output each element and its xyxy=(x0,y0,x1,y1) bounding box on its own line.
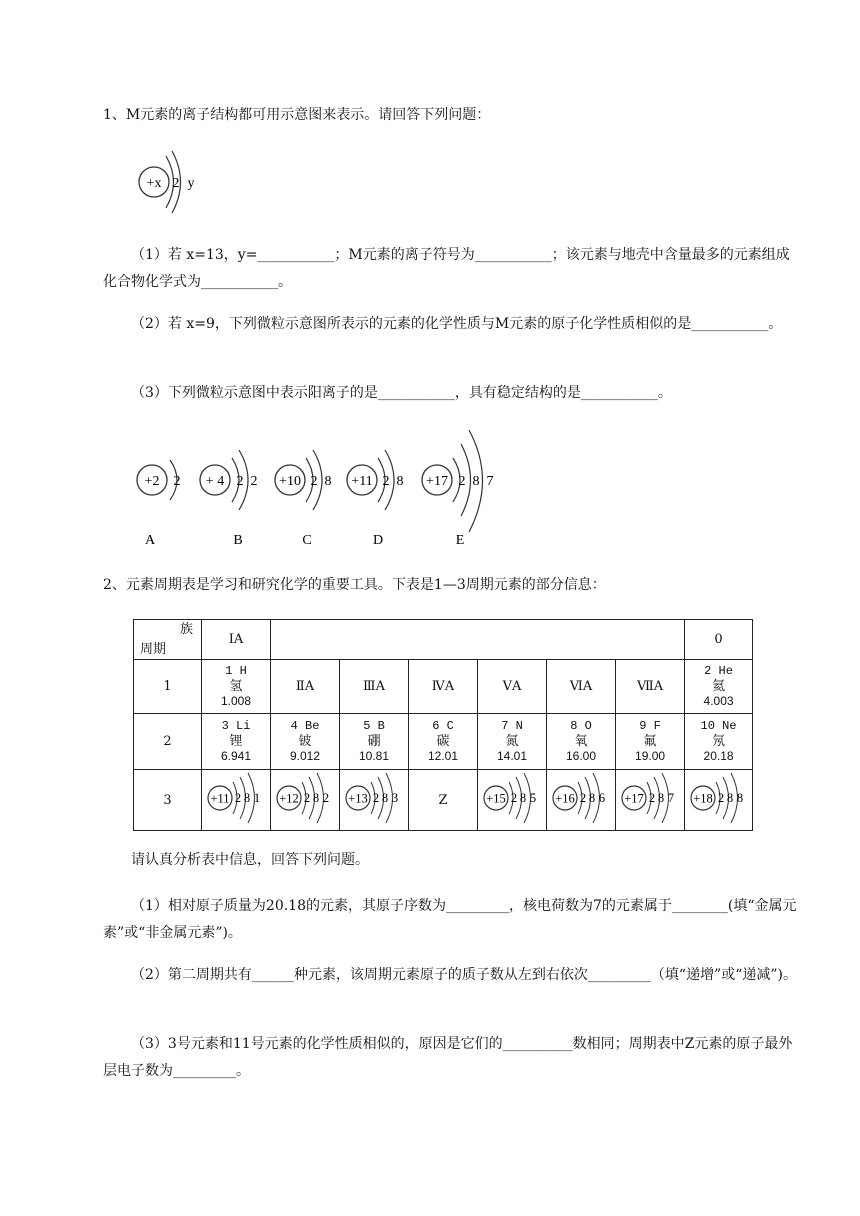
svg-text:+13: +13 xyxy=(348,791,368,806)
svg-text:+11: +11 xyxy=(351,474,373,489)
svg-text:8: 8 xyxy=(312,791,320,805)
svg-text:2: 2 xyxy=(234,791,242,805)
group-label-viia: ⅦA xyxy=(616,660,685,714)
ion-shell-2: y xyxy=(187,176,195,191)
element-z: Z xyxy=(409,770,478,831)
atom-diagram-mg xyxy=(271,770,340,831)
svg-text:5: 5 xyxy=(529,791,537,805)
svg-text:+17: +17 xyxy=(624,791,644,806)
svg-text:2: 2 xyxy=(648,791,656,805)
svg-text:2: 2 xyxy=(579,791,587,805)
period-1-label: 1 xyxy=(134,660,202,714)
particle-a xyxy=(137,460,181,548)
svg-text:6: 6 xyxy=(598,791,606,805)
svg-text:2: 2 xyxy=(250,474,258,489)
group-label-va: ⅤA xyxy=(478,660,547,714)
group-header-0: 0 xyxy=(685,620,753,660)
svg-text:+17: +17 xyxy=(426,474,448,489)
svg-text:2: 2 xyxy=(322,791,330,805)
svg-text:2: 2 xyxy=(717,791,724,805)
svg-text:8: 8 xyxy=(396,474,404,489)
svg-text:1: 1 xyxy=(253,791,261,805)
particle-label-a: A xyxy=(144,533,156,548)
particle-label-b: B xyxy=(233,533,243,548)
period-3-label: 3 xyxy=(134,770,202,831)
svg-text:2: 2 xyxy=(310,474,318,489)
svg-text:8: 8 xyxy=(519,791,527,805)
svg-text:+2: +2 xyxy=(144,474,160,489)
svg-text:+10: +10 xyxy=(279,474,301,489)
ion-shell-1: 2 xyxy=(172,176,180,191)
particle-e xyxy=(422,430,494,548)
atom-diagram-p xyxy=(478,770,547,831)
atom-diagram-na xyxy=(202,770,271,831)
svg-text:8: 8 xyxy=(472,474,480,489)
svg-text:2: 2 xyxy=(173,474,181,489)
q2-intro: 2、元素周期表是学习和研究化学的重要工具。下表是1—3周期元素的部分信息： xyxy=(103,577,606,593)
q2-sub1: （1）相对原子质量为20.18的元素，其原子序数为_________，核电荷数为7的元素属于________(填“金属元素”或“非金属元素”)。 xyxy=(103,898,797,941)
svg-text:+16: +16 xyxy=(555,791,575,806)
particle-b xyxy=(200,450,258,548)
svg-text:+15: +15 xyxy=(486,791,506,806)
svg-text:8: 8 xyxy=(243,791,251,805)
element-cell-n: 7 N 氮 14.01 xyxy=(478,714,547,770)
svg-text:+ 4: + 4 xyxy=(205,474,225,489)
element-cell-ne: 10 Ne 氖 20.18 xyxy=(685,714,753,770)
svg-text:7: 7 xyxy=(486,474,494,489)
svg-text:+12: +12 xyxy=(279,791,299,806)
particle-label-d: D xyxy=(372,533,384,548)
group-header-ia: ⅠA xyxy=(202,620,271,660)
svg-text:8: 8 xyxy=(324,474,332,489)
svg-text:2: 2 xyxy=(236,474,244,489)
periodic-table xyxy=(133,619,753,831)
svg-text:8: 8 xyxy=(736,791,743,805)
element-cell-be: 4 Be 铍 9.012 xyxy=(271,714,340,770)
svg-text:+11: +11 xyxy=(210,791,230,806)
particle-label-c: C xyxy=(302,533,312,548)
element-cell-b: 5 B 硼 10.81 xyxy=(340,714,409,770)
table-corner-header xyxy=(134,620,202,660)
svg-text:8: 8 xyxy=(588,791,596,805)
q1-intro: 1、M元素的离子结构都可用示意图来表示。请回答下列问题： xyxy=(103,107,491,123)
group-header-blank xyxy=(271,620,685,660)
particle-c xyxy=(275,450,332,548)
svg-text:2: 2 xyxy=(372,791,380,805)
group-label-iva: ⅣA xyxy=(409,660,478,714)
group-label-iia: ⅡA xyxy=(271,660,340,714)
ion-nucleus-label: +x xyxy=(146,176,162,191)
group-label-iiia: ⅢA xyxy=(340,660,409,714)
atom-diagram-s xyxy=(547,770,616,831)
element-cell-h: 1 H 氢 1.008 xyxy=(202,660,271,714)
svg-text:8: 8 xyxy=(381,791,389,805)
corner-period-label: 周期 xyxy=(140,642,167,657)
svg-text:7: 7 xyxy=(667,791,675,805)
element-cell-c: 6 C 碳 12.01 xyxy=(409,714,478,770)
atom-diagram-al xyxy=(340,770,409,831)
ion-diagram-m xyxy=(133,143,213,221)
q2-sub3: （3）3号元素和11号元素的化学性质相似的，原因是它们的__________数相同；周期表中Z元素的原子最外层电子数为_________。 xyxy=(103,1036,793,1079)
q2-prompt: 请认真分析表中信息，回答下列问题。 xyxy=(131,852,369,868)
svg-text:8: 8 xyxy=(657,791,665,805)
q2-sub2: （2）第二周期共有______种元素，该周期元素原子的质子数从左到右依次_________（填“递增”或“递减”)。 xyxy=(131,967,797,983)
svg-text:2: 2 xyxy=(382,474,390,489)
svg-text:3: 3 xyxy=(391,791,399,805)
particle-d xyxy=(347,450,404,548)
svg-text:2: 2 xyxy=(458,474,466,489)
q1-sub1: （1）若 x=13，y=___________；M元素的离子符号为___________；该元素与地壳中含量最多的元素组成化合物化学式为___________。 xyxy=(103,247,790,290)
group-label-via: ⅥA xyxy=(547,660,616,714)
svg-text:2: 2 xyxy=(510,791,518,805)
svg-text:8: 8 xyxy=(726,791,733,805)
svg-text:2: 2 xyxy=(303,791,311,805)
corner-group-label: 族 xyxy=(179,622,193,637)
element-cell-o: 8 O 氧 16.00 xyxy=(547,714,616,770)
particle-label-e: E xyxy=(455,533,465,548)
element-cell-he: 2 He 氦 4.003 xyxy=(685,660,753,714)
period-2-label: 2 xyxy=(134,714,202,770)
element-cell-f: 9 F 氟 19.00 xyxy=(616,714,685,770)
particle-diagrams xyxy=(130,420,510,555)
svg-text:+18: +18 xyxy=(692,791,713,806)
q1-sub3: （3）下列微粒示意图中表示阳离子的是___________，具有稳定结构的是___________。 xyxy=(131,385,672,401)
q1-sub2: （2）若 x=9，下列微粒示意图所表示的元素的化学性质与M元素的原子化学性质相似的是___________。 xyxy=(131,316,783,332)
element-cell-li: 3 Li 锂 6.941 xyxy=(202,714,271,770)
atom-diagram-cl xyxy=(616,770,685,831)
atom-diagram-ar xyxy=(685,770,753,831)
